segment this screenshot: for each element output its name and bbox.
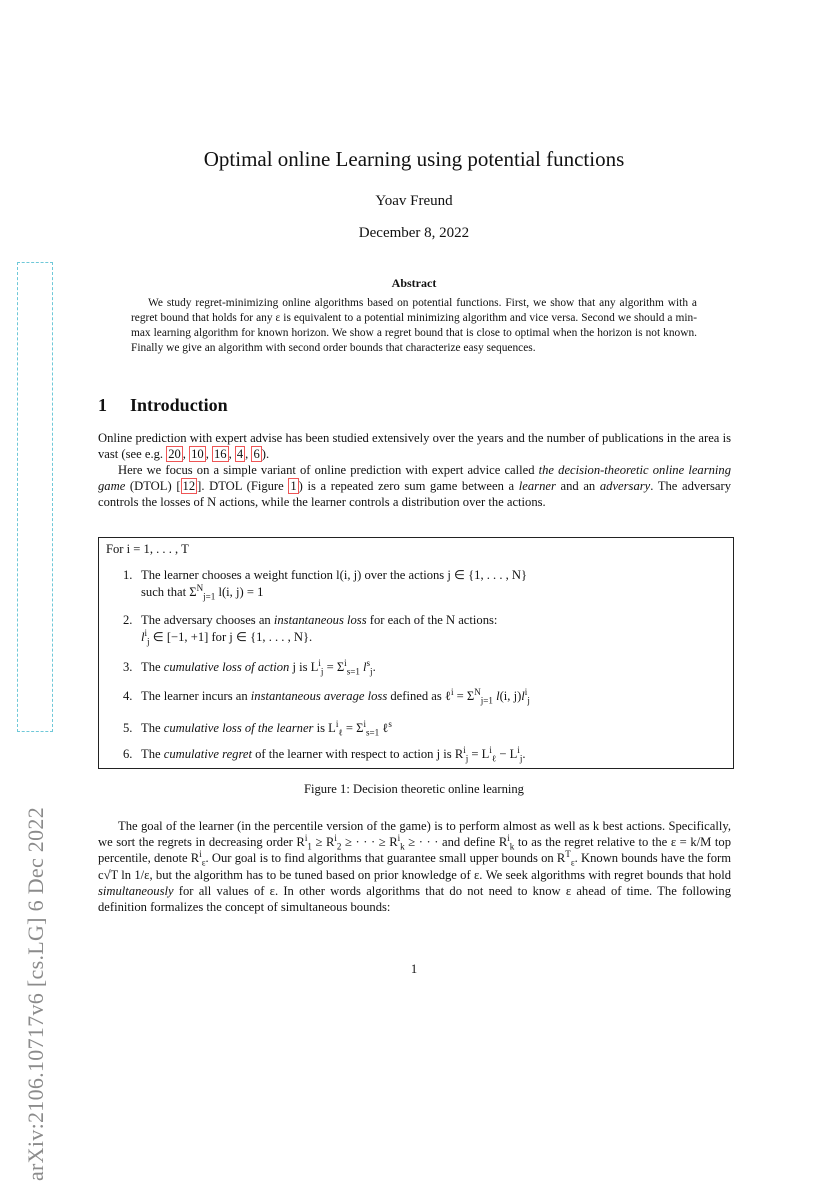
for-loop-line: For i = 1, . . . , T bbox=[106, 542, 189, 556]
section-heading bbox=[98, 395, 228, 416]
step-1: 1. The learner chooses a weight function l(i, j) over the actions j ∈ {1, . . . , N} such that $\Sigma^N_{j=1}$ l(i, j) = 1 bbox=[123, 568, 528, 602]
figure-box bbox=[98, 537, 734, 769]
paper-title: Optimal online Learning using potential functions bbox=[203, 147, 625, 171]
section-number: 1 bbox=[98, 395, 107, 415]
paper-date: December 8, 2022 bbox=[358, 225, 470, 241]
paper-author: Yoav Freund bbox=[375, 193, 453, 209]
figure-link[interactable]: 1 bbox=[290, 479, 297, 494]
step-6: 6. The cumulative regret of the learner with respect to action j is $R^i_j = L^i_\ell - L^i_j$. bbox=[123, 744, 526, 764]
arxiv-stamp-border bbox=[17, 262, 53, 732]
intro-paragraph-2: Here we focus on a simple variant of online prediction with expert advice called the decision-theoretic online learning game (DTOL) [ 12 ]. DTOL (Figure 1 ) is a repeated zero sum game between a learner and an adversary. The adversary controls the losses of N actions, while the learner controls a distribution over the actions. bbox=[98, 463, 731, 510]
step-4: 4. The learner incurs an instantaneous average loss defined as ℓ$^i$ = $\Sigma^N_{j=1}$ l(i, $j)l^i_j$ bbox=[123, 686, 530, 706]
step-3: 3. The cumulative loss of action j is $L^i_j = \Sigma^i_{s=1}$ $l^s_j$. bbox=[123, 657, 376, 677]
step-2: 2. The adversary chooses an instantaneous loss for each of the N actions: $l^i_j$ ∈ [−1, +1] for j ∈ {1, . . . , N}. bbox=[123, 613, 498, 647]
section-title: Introduction bbox=[130, 395, 228, 415]
paragraph-goal: The goal of the learner (in the percentile version of the game) is to perform almost as well as k best actions. Specifically, we sort the regrets in decreasing order $R^i_1 \ge R^i_2$ ≥ · · · ≥ $R^i_k$ ≥ · · · and define $R^i_k$ to as the regret relative to the ε = k/M top percentile, denote $R^i_\varepsilon$. Our goal is to find algorithms that guarantee small upper bounds on $R^T_\varepsilon$. Known bounds have the form c√T ln 1/ε, but the algorithm has to be tuned based on prior knowledge of ε. We seek algorithms with regret bounds that hold simultaneously for all values of ε. In other words algorithms that do not need to know ε ahead of time. The following definition formalizes the concept of simultaneous bounds: bbox=[98, 819, 732, 915]
figure-caption: Figure 1: Decision theoretic online learning bbox=[304, 782, 524, 796]
step-5: 5. The cumulative loss of the learner is $L^i_\ell = \Sigma^i_{s=1}$ ℓ$^s$ bbox=[123, 718, 392, 738]
citation-link[interactable]: 12 bbox=[182, 479, 196, 494]
citation-link[interactable]: 10 bbox=[191, 447, 204, 462]
arxiv-id[interactable]: arXiv:2106.10717v6 [cs.LG] 6 Dec 2022 bbox=[23, 806, 48, 1181]
abstract-body: We study regret-minimizing online algorithms based on potential functions. First, we show that any algorithm with a regret bound that holds for any ε is equivalent to a potential minimizing algorithm and vice versa. Second we should a min-max learning algorithm for known horizon. We show a regret bound that is close to optimal when the horizon is not known. Finally we give an algorithm with second order bounds that characterize easy sequences. bbox=[131, 297, 697, 354]
citation-link[interactable]: 20 bbox=[168, 447, 181, 462]
intro-paragraph-1: Online prediction with expert advise has been studied extensively over the years and the number of publications in the area is vast (see e.g. 20 , 10 , 16 , 4 , 6 ). bbox=[98, 431, 731, 462]
page-number: 1 bbox=[410, 962, 418, 976]
citation-link[interactable]: 4 bbox=[236, 447, 244, 462]
citation-link[interactable]: 6 bbox=[253, 447, 260, 462]
citation-link[interactable]: 16 bbox=[213, 447, 227, 462]
abstract-heading: Abstract bbox=[391, 276, 437, 290]
